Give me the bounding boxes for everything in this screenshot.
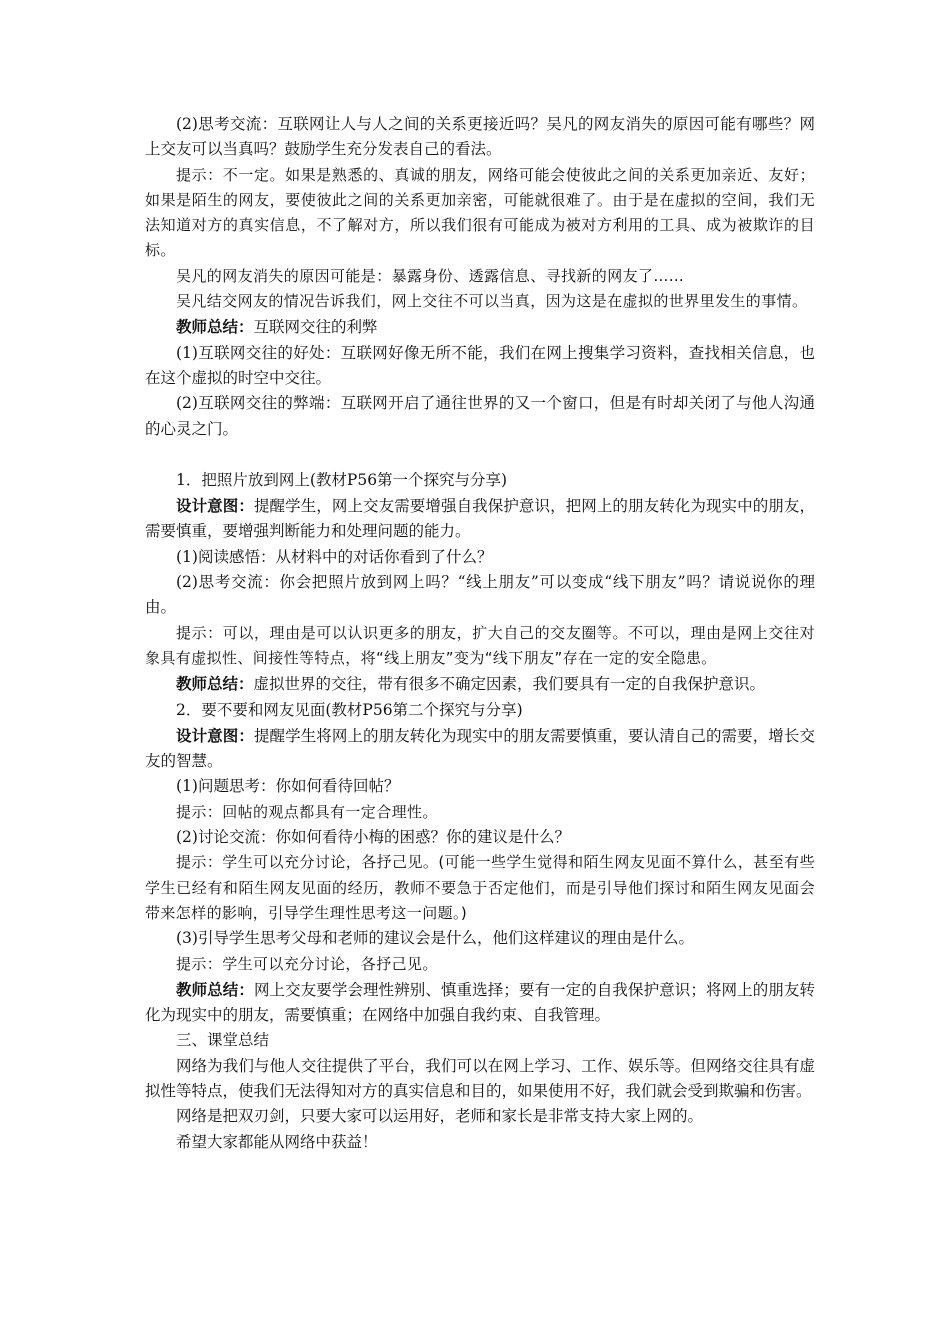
paragraph: (1)问题思考：你如何看待回帖？: [176, 777, 400, 796]
paragraph: 设计意图：提醒学生将网上的朋友转化为现实中的朋友需要慎重，要认清自己的需要，增长交友的智慧。: [145, 725, 815, 771]
paragraph: (2)讨论交流：你如何看待小梅的困惑？你的建议是什么？: [176, 828, 570, 847]
paragraph: 提示：回帖的观点都具有一定合理性。: [176, 802, 438, 821]
paragraph: 设计意图：提醒学生，网上交友需要增强自我保护意识，把网上的朋友转化为现实中的朋友，需要慎重，要增强判断能力和处理问题的能力。: [145, 496, 815, 541]
paragraph: 教师总结：互联网交往的利弊: [176, 317, 378, 337]
paragraph: (2)互联网交往的弊端：互联网开启了通往世界的又一个窗口，但是有时却关闭了与他人沟通的心灵之门。: [145, 394, 815, 438]
paragraph: (1)互联网交往的好处：互联网好像无所不能，我们在网上搜集学习资料，查找相关信息，也在这个虚拟的时空中交往。: [145, 343, 815, 387]
document-page: [145, 112, 815, 1155]
paragraph: 吴凡结交网友的情况告诉我们，网上交往不可以当真，因为这是在虚拟的世界里发生的事情。: [176, 292, 808, 311]
paragraph: (3)引导学生思考父母和老师的建议会是什么，他们这样建议的理由是什么。: [176, 929, 694, 948]
paragraph: 提示：学生可以充分讨论，各抒己见。(可能一些学生觉得和陌生网友见面不算什么，甚至有些学生已经有和陌生网友见面的经历，教师不要急于否定他们，而是引导他们探讨和陌生网友见面会带来怎样的影响，引导学生理性思考这一问题。): [145, 853, 815, 922]
paragraph: 提示：不一定。如果是熟悉的、真诚的朋友，网络可能会使彼此之间的关系更加亲近、友好；如果是陌生的网友，要使彼此之间的关系更加亲密，可能就很难了。由于是在虚拟的空间，我们无法知道对方的真实信息，不了解对方，所以我们很有可能成为被对方利用的工具、成为被欺诈的目标。: [145, 165, 815, 260]
paragraph: 教师总结：网上交友要学会理性辨别、慎重选择；要有一定的自我保护意识；将网上的朋友转化为现实中的朋友，需要慎重；在网络中加强自我约束、自我管理。: [145, 979, 815, 1025]
paragraph: 教师总结：虚拟世界的交往，带有很多不确定因素，我们要具有一定的自我保护意识。: [176, 674, 766, 694]
paragraph: 希望大家都能从网络中获益！: [176, 1132, 378, 1151]
paragraph: 吴凡的网友消失的原因可能是：暴露身份、透露信息、寻找新的网友了……: [176, 266, 685, 285]
paragraph: 网络为我们与他人交往提供了平台，我们可以在网上学习、工作、娱乐等。但网络交往具有虚拟性等特点，使我们无法得知对方的真实信息和目的，如果使用不好，我们就会受到欺骗和伤害。: [145, 1056, 815, 1100]
paragraph: 1．把照片放到网上(教材P56第一个探究与分享): [176, 470, 508, 489]
section-gap: [145, 442, 815, 468]
paragraph: 提示：可以，理由是可以认识更多的朋友，扩大自己的交友圈等。不可以，理由是网上交往对象具有虚拟性、间接性等特点，将“线上朋友”变为“线下朋友”存在一定的安全隐患。: [145, 623, 815, 667]
paragraph: (2)思考交流：互联网让人与人之间的关系更接近吗？吴凡的网友消失的原因可能有哪些？网上交友可以当真吗？鼓励学生充分发表自己的看法。: [145, 115, 815, 159]
paragraph: 提示：学生可以充分讨论，各抒己见。: [176, 954, 438, 973]
paragraph: (1)阅读感悟：从材料中的对话你看到了什么？: [176, 547, 493, 566]
paragraph: (2)思考交流：你会把照片放到网上吗？“线上朋友”可以变成“线下朋友”吗？请说说你的理由。: [145, 573, 815, 617]
paragraph: 网络是把双刃剑，只要大家可以运用好，老师和家长是非常支持大家上网的。: [176, 1107, 704, 1126]
section-heading: 三、课堂总结: [176, 1031, 270, 1050]
paragraph: 2．要不要和网友见面(教材P56第二个探究与分享): [176, 700, 523, 719]
